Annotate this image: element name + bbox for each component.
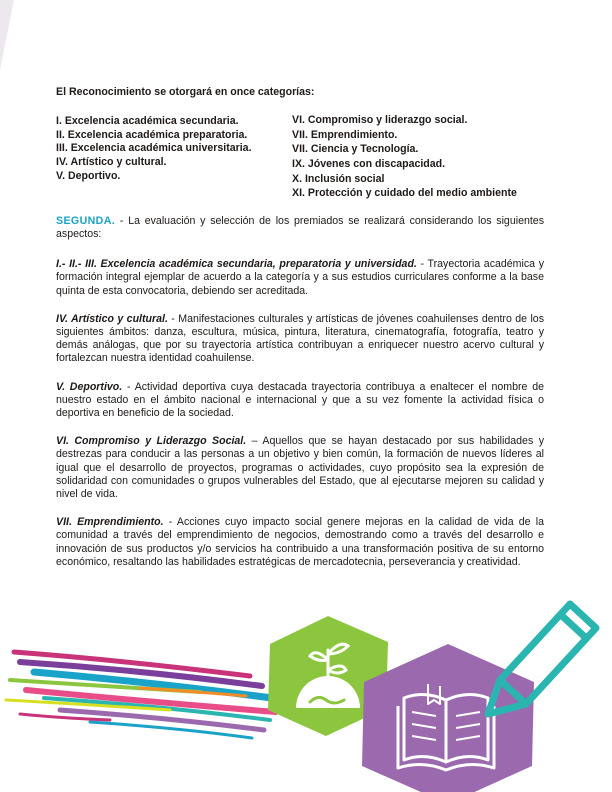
category-item: II. Excelencia académica preparatoria. — [56, 128, 248, 141]
category-item: VII. Ciencia y Tecnología. — [292, 143, 419, 156]
paragraph-title: IV. Artístico y cultural. — [56, 312, 168, 325]
paragraph-entrepreneurship — [56, 516, 544, 569]
categories-list — [56, 114, 544, 201]
document-body — [56, 86, 544, 584]
section-text: - La evaluación y selección de los premiados se realizará considerando los siguientes aspectos: — [56, 214, 544, 240]
category-item: VII. Emprendimiento. — [292, 128, 398, 141]
category-item: IV. Artístico y cultural. — [56, 155, 167, 168]
categories-column-right — [292, 113, 544, 201]
category-item: VI. Compromiso y liderazgo social. — [292, 114, 468, 127]
category-item: V. Deportivo. — [56, 169, 121, 182]
category-item: IX. Jóvenes con discapacidad. — [292, 157, 446, 170]
paragraph-text: - Acciones cuyo impacto social genere mejoras en la calidad de vida de la comunidad a través del emprendimiento de negocios, demostrando como a través del desarrollo e innovación de sus productos y/o servicios ha contribuido a una transformación positiva de su entorno económico, resaltando las habilidades estratégicas de mercadotecnia, perseverancia y creatividad. — [56, 516, 544, 568]
paragraph-title: VI. Compromiso y Liderazgo Social. — [56, 435, 247, 448]
category-item: I. Excelencia académica secundaria. — [56, 115, 239, 128]
paragraph-text: – Aquellos que se hayan destacado por sus habilidades y destrezas para conducir a las personas a un objetivo y bien común, la formación de nuevos líderes al igual que el desarrollo de proyectos, programas o actividades, cuyo propósito sea la expresión de solidaridad con comunidades o grupos vulnerables del Estado, que al ejecutarse mejoren su calidad y nivel de vida. — [56, 435, 544, 501]
paragraph-academic — [56, 258, 544, 298]
paragraph-artistic — [56, 313, 544, 366]
category-item: III. Excelencia académica universitaria. — [56, 142, 252, 155]
paragraph-sports — [56, 381, 544, 421]
corner-swoosh-decoration — [0, 0, 20, 80]
decorative-artwork — [0, 590, 612, 792]
categories-column-left — [56, 115, 292, 201]
paragraph-title: VII. Emprendimiento. — [56, 516, 164, 529]
paragraph-text: - Actividad deportiva cuya destacada trayectoria contribuya a enaltecer el nombre de nuestro estado en el ámbito nacional e internacional y que a su vez fomente la actividad física o deportiva en beneficio de la sociedad. — [56, 380, 544, 419]
section-keyword: SEGUNDA. — [56, 214, 116, 227]
category-item: X. Inclusión social — [292, 172, 385, 185]
paragraph-leadership — [56, 435, 544, 501]
paragraph-text: - Trayectoria académica y formación integral ejemplar de acuerdo a la categoría y a sus estudios curriculares conforme a la base quinta de esta convocatoria, debiendo ser acreditada. — [56, 258, 544, 297]
categories-intro: El Reconocimiento se otorgará en once categorías: — [56, 86, 315, 98]
paragraph-title: I.- II.- III. Excelencia académica secundaria, preparatoria y universidad. — [56, 258, 417, 271]
color-streaks — [6, 652, 276, 738]
paragraph-text: - Manifestaciones culturales y artísticas de jóvenes coahuilenses dentro de los siguientes ámbitos: danza, escultura, música, pintura, literatura, cinematografía, fotografía, teatro y demás análogas, que por su trayectoria artística contribuyan a enriquecer nuestro acervo cultural y fortalezcan nuestra identidad coahuilense. — [56, 312, 545, 365]
category-item: XI. Protección y cuidado del medio ambiente — [292, 187, 517, 200]
section-segunda — [56, 215, 544, 241]
paragraph-title: V. Deportivo. — [56, 380, 123, 393]
